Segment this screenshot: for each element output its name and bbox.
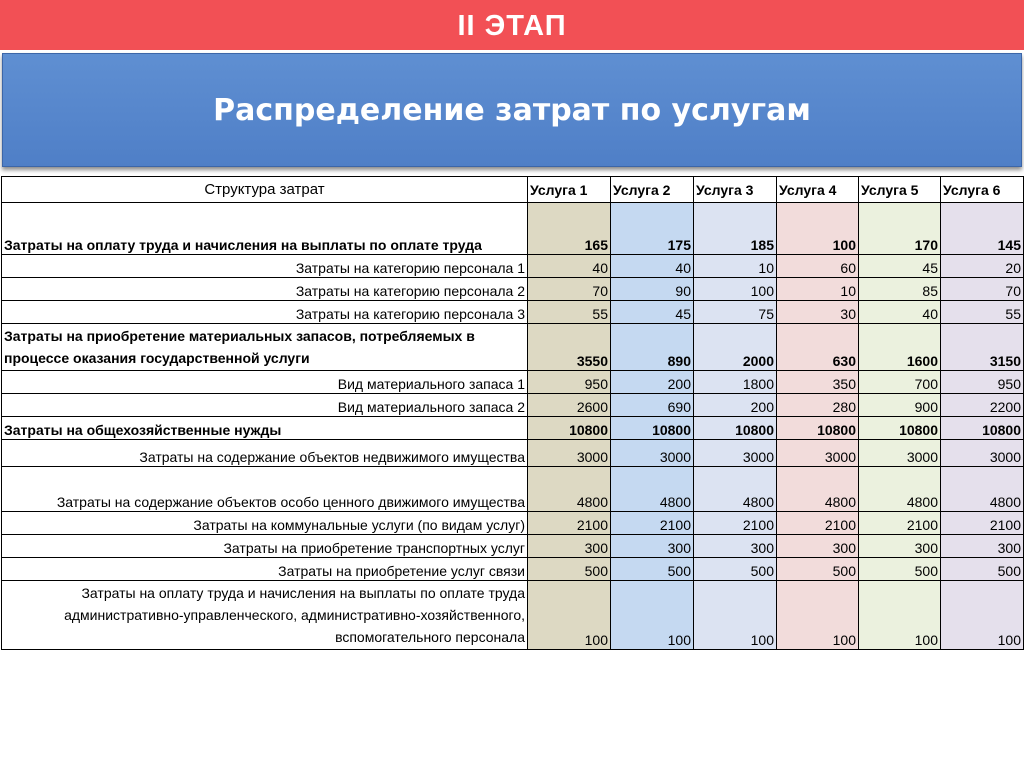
cell-service-5: 40 xyxy=(859,301,941,324)
cell-service-5: 170 xyxy=(859,203,941,255)
row-label: Затраты на приобретение материальных запасов, потребляемых в процессе оказания государственной услуги xyxy=(2,324,528,371)
cell-service-6: 20 xyxy=(941,255,1024,278)
row-label: Затраты на общехозяйственные нужды xyxy=(2,417,528,440)
cell-service-6: 3000 xyxy=(941,440,1024,467)
cell-service-2: 45 xyxy=(611,301,694,324)
cell-service-4: 100 xyxy=(777,203,859,255)
slide-title-text: Распределение затрат по услугам xyxy=(213,92,811,128)
cell-service-3: 500 xyxy=(694,558,777,581)
cell-service-6: 4800 xyxy=(941,467,1024,512)
cell-service-2: 175 xyxy=(611,203,694,255)
cell-service-4: 500 xyxy=(777,558,859,581)
cost-distribution-table xyxy=(1,176,1024,650)
cell-service-2: 4800 xyxy=(611,467,694,512)
cell-service-1: 3550 xyxy=(528,324,611,371)
cell-service-2: 2100 xyxy=(611,512,694,535)
cell-service-2: 90 xyxy=(611,278,694,301)
cell-service-1: 55 xyxy=(528,301,611,324)
cell-service-2: 300 xyxy=(611,535,694,558)
table-row xyxy=(2,301,1024,324)
cell-service-1: 2100 xyxy=(528,512,611,535)
cell-service-4: 10800 xyxy=(777,417,859,440)
cell-service-4: 100 xyxy=(777,581,859,650)
cell-service-5: 10800 xyxy=(859,417,941,440)
cell-service-4: 10 xyxy=(777,278,859,301)
table-row xyxy=(2,558,1024,581)
cell-service-3: 300 xyxy=(694,535,777,558)
cell-service-2: 3000 xyxy=(611,440,694,467)
table-row xyxy=(2,255,1024,278)
cell-service-4: 300 xyxy=(777,535,859,558)
row-label: Затраты на категорию персонала 1 xyxy=(2,255,528,278)
row-label: Затраты на содержание объектов особо ценного движимого имущества xyxy=(2,467,528,512)
cell-service-3: 75 xyxy=(694,301,777,324)
cell-service-5: 4800 xyxy=(859,467,941,512)
row-label: Вид материального запаса 2 xyxy=(2,394,528,417)
cell-service-3: 3000 xyxy=(694,440,777,467)
cell-service-5: 45 xyxy=(859,255,941,278)
cell-service-5: 2100 xyxy=(859,512,941,535)
stage-banner: II ЭТАП xyxy=(0,0,1024,50)
cell-service-6: 500 xyxy=(941,558,1024,581)
cell-service-6: 100 xyxy=(941,581,1024,650)
cell-service-1: 2600 xyxy=(528,394,611,417)
cell-service-2: 100 xyxy=(611,581,694,650)
cell-service-3: 10800 xyxy=(694,417,777,440)
cell-service-6: 10800 xyxy=(941,417,1024,440)
row-label: Затраты на приобретение услуг связи xyxy=(2,558,528,581)
slide-title xyxy=(2,53,1022,167)
cell-service-6: 300 xyxy=(941,535,1024,558)
cell-service-6: 2100 xyxy=(941,512,1024,535)
cell-service-5: 3000 xyxy=(859,440,941,467)
cell-service-4: 350 xyxy=(777,371,859,394)
cell-service-3: 10 xyxy=(694,255,777,278)
cell-service-6: 3150 xyxy=(941,324,1024,371)
cell-service-2: 890 xyxy=(611,324,694,371)
cell-service-2: 200 xyxy=(611,371,694,394)
row-label: Затраты на содержание объектов недвижимого имущества xyxy=(2,440,528,467)
row-label: Затраты на коммунальные услуги (по видам услуг) xyxy=(2,512,528,535)
cell-service-3: 100 xyxy=(694,581,777,650)
cell-service-5: 700 xyxy=(859,371,941,394)
table-header-row xyxy=(2,177,1024,203)
cell-service-4: 60 xyxy=(777,255,859,278)
table-row xyxy=(2,512,1024,535)
cell-service-4: 4800 xyxy=(777,467,859,512)
header-service-4: Услуга 4 xyxy=(777,177,859,203)
cell-service-3: 1800 xyxy=(694,371,777,394)
table-row xyxy=(2,371,1024,394)
table-row xyxy=(2,440,1024,467)
header-service-3: Услуга 3 xyxy=(694,177,777,203)
cell-service-1: 3000 xyxy=(528,440,611,467)
row-label: Затраты на приобретение транспортных услуг xyxy=(2,535,528,558)
cell-service-1: 70 xyxy=(528,278,611,301)
cell-service-4: 280 xyxy=(777,394,859,417)
table-row xyxy=(2,394,1024,417)
cell-service-2: 690 xyxy=(611,394,694,417)
cell-service-4: 3000 xyxy=(777,440,859,467)
cell-service-1: 100 xyxy=(528,581,611,650)
cell-service-2: 40 xyxy=(611,255,694,278)
cell-service-6: 950 xyxy=(941,371,1024,394)
cell-service-3: 100 xyxy=(694,278,777,301)
cell-service-3: 185 xyxy=(694,203,777,255)
cell-service-1: 950 xyxy=(528,371,611,394)
header-service-2: Услуга 2 xyxy=(611,177,694,203)
cell-service-6: 145 xyxy=(941,203,1024,255)
row-label: Вид материального запаса 1 xyxy=(2,371,528,394)
cell-service-5: 100 xyxy=(859,581,941,650)
table-row xyxy=(2,581,1024,650)
cell-service-1: 10800 xyxy=(528,417,611,440)
cell-service-1: 165 xyxy=(528,203,611,255)
row-label: Затраты на категорию персонала 3 xyxy=(2,301,528,324)
cell-service-5: 85 xyxy=(859,278,941,301)
cell-service-1: 4800 xyxy=(528,467,611,512)
cell-service-6: 55 xyxy=(941,301,1024,324)
cell-service-3: 2000 xyxy=(694,324,777,371)
cell-service-5: 500 xyxy=(859,558,941,581)
row-label: Затраты на оплату труда и начисления на выплаты по оплате труда административно-управленческого, административно-хозяйственного, вспомогательного персонала xyxy=(2,581,528,650)
cell-service-1: 500 xyxy=(528,558,611,581)
table-row xyxy=(2,535,1024,558)
cell-service-6: 70 xyxy=(941,278,1024,301)
header-structure: Структура затрат xyxy=(2,177,528,203)
table-row xyxy=(2,203,1024,255)
cell-service-3: 200 xyxy=(694,394,777,417)
table-row xyxy=(2,467,1024,512)
cell-service-1: 300 xyxy=(528,535,611,558)
cell-service-5: 900 xyxy=(859,394,941,417)
row-label: Затраты на категорию персонала 2 xyxy=(2,278,528,301)
cell-service-2: 10800 xyxy=(611,417,694,440)
cell-service-3: 4800 xyxy=(694,467,777,512)
cell-service-5: 300 xyxy=(859,535,941,558)
row-label: Затраты на оплату труда и начисления на выплаты по оплате труда xyxy=(2,203,528,255)
header-service-1: Услуга 1 xyxy=(528,177,611,203)
cell-service-4: 30 xyxy=(777,301,859,324)
cell-service-2: 500 xyxy=(611,558,694,581)
cell-service-3: 2100 xyxy=(694,512,777,535)
header-service-5: Услуга 5 xyxy=(859,177,941,203)
table-row xyxy=(2,324,1024,371)
table-row xyxy=(2,278,1024,301)
table-row xyxy=(2,417,1024,440)
cell-service-1: 40 xyxy=(528,255,611,278)
cell-service-6: 2200 xyxy=(941,394,1024,417)
cell-service-4: 630 xyxy=(777,324,859,371)
header-service-6: Услуга 6 xyxy=(941,177,1024,203)
cell-service-4: 2100 xyxy=(777,512,859,535)
cell-service-5: 1600 xyxy=(859,324,941,371)
